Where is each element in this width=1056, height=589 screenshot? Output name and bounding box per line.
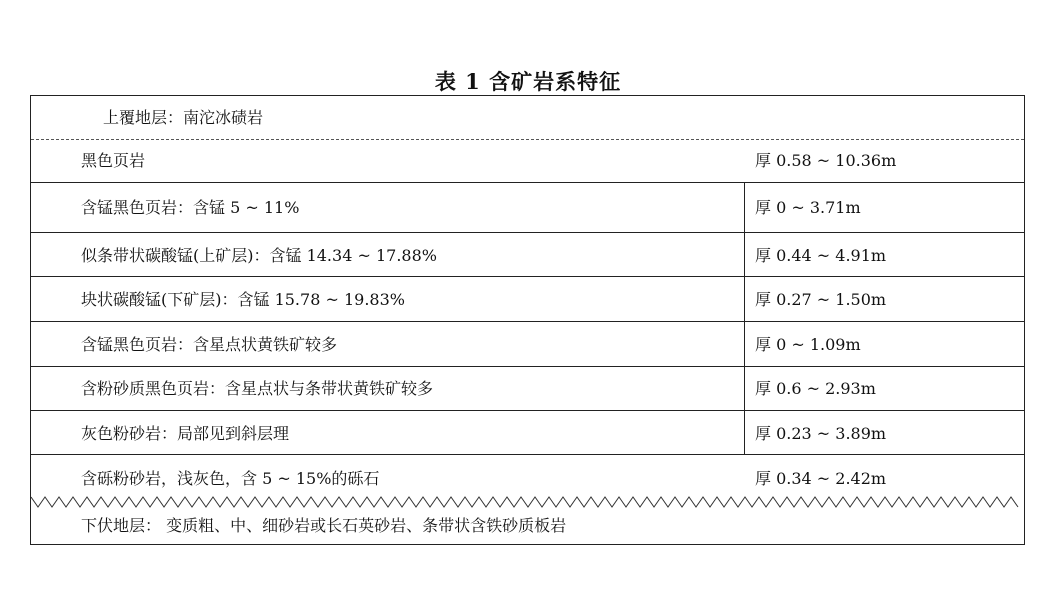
overlying-layer-label: 上覆地层：南沱冰碛岩 — [103, 108, 264, 127]
stratum-thickness: 厚 0.27 ~ 1.50m — [755, 290, 887, 309]
row-divider — [31, 182, 1024, 183]
stratum-description: 含锰黑色页岩：含星点状黄铁矿较多 — [81, 335, 338, 354]
table-title: 表 1 含矿岩系特征 — [434, 69, 622, 94]
row-divider — [31, 366, 1024, 367]
stratum-description: 似条带状碳酸锰(上矿层)：含锰 14.34 ~ 17.88% — [81, 246, 437, 265]
stratum-thickness: 厚 0 ~ 3.71m — [755, 198, 861, 217]
stratum-thickness: 厚 0 ~ 1.09m — [755, 335, 861, 354]
stratum-description: 含粉砂质黑色页岩：含星点状与条带状黄铁矿较多 — [81, 379, 434, 398]
column-divider — [744, 182, 745, 454]
unconformity-dashed-line — [31, 139, 1024, 140]
stratum-thickness: 厚 0.6 ~ 2.93m — [755, 379, 876, 398]
unconformity-wavy-line — [31, 494, 1024, 510]
stratum-thickness: 厚 0.23 ~ 3.89m — [755, 424, 887, 443]
stratum-description: 含砾粉砂岩，浅灰色，含 5 ~ 15%的砾石 — [81, 469, 380, 488]
stratum-description: 黑色页岩 — [81, 151, 146, 170]
row-divider — [31, 321, 1024, 322]
strata-table — [30, 95, 1025, 545]
row-divider — [31, 454, 1024, 455]
row-divider — [31, 410, 1024, 411]
stratum-description: 灰色粉砂岩：局部见到斜层理 — [81, 424, 290, 443]
stratum-thickness: 厚 0.44 ~ 4.91m — [755, 246, 887, 265]
stratum-description: 含锰黑色页岩：含锰 5 ~ 11% — [81, 198, 300, 217]
underlying-layer-label: 下伏地层： 变质粗、中、细砂岩或长石英砂岩、条带状含铁砂质板岩 — [81, 516, 567, 535]
stratum-thickness: 厚 0.34 ~ 2.42m — [755, 469, 887, 488]
stratum-thickness: 厚 0.58 ~ 10.36m — [755, 151, 897, 170]
row-divider — [31, 232, 1024, 233]
stratum-description: 块状碳酸锰(下矿层)：含锰 15.78 ~ 19.83% — [81, 290, 405, 309]
row-divider — [31, 276, 1024, 277]
